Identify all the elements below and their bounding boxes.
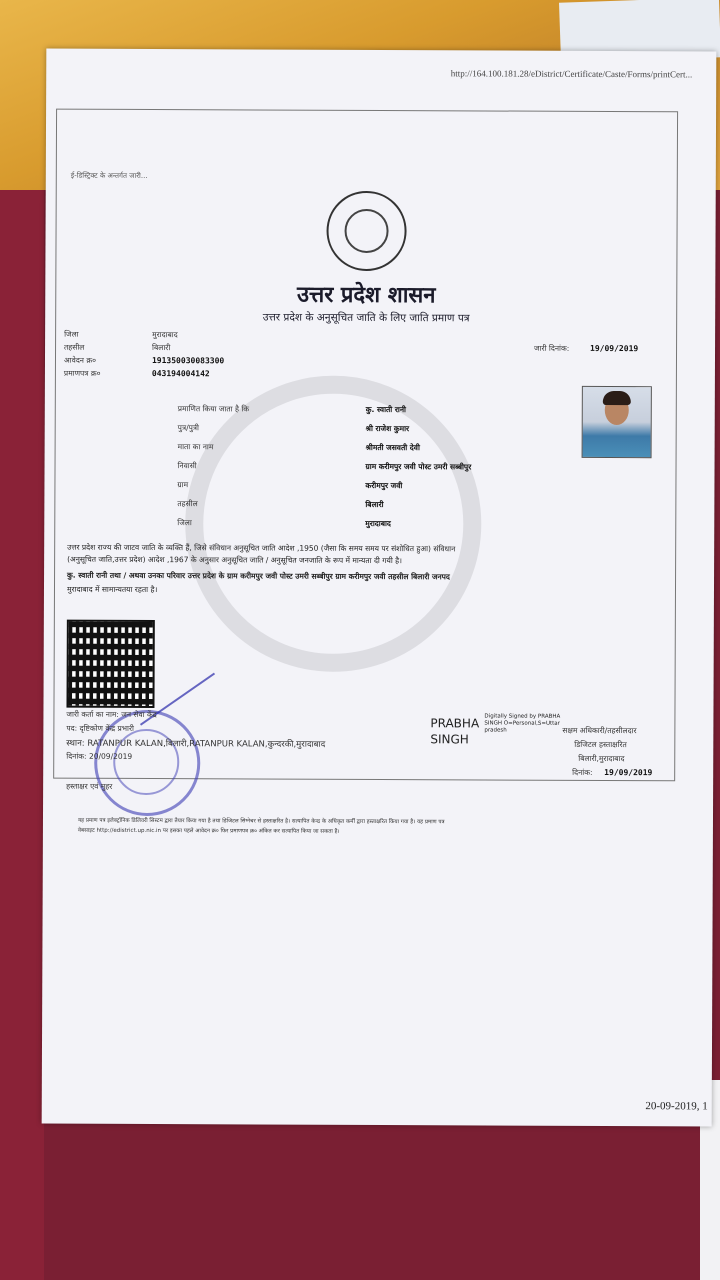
digital-signature-note: Digitally Signed by PRABHA SINGH O=Personal,S=Uttar pradesh	[484, 713, 561, 734]
print-date: 20-09-2019, 1	[645, 1100, 708, 1113]
resident-value: ग्राम करीमपुर जवी पोस्ट उमरी सब्बीपुर	[365, 461, 472, 472]
photo-hair	[603, 391, 631, 405]
digital-signed-label: डिजिटल हस्ताक्षरित	[574, 739, 627, 750]
mother-value: श्रीमती जसवती देवी	[365, 442, 420, 453]
application-no-label: आवेदन क्र०	[63, 355, 97, 365]
certify-label: प्रमाणित किया जाता है कि	[177, 404, 250, 414]
issue-date-value: 19/09/2019	[590, 343, 639, 354]
body-line-4: मुरादाबाद में सामान्यतया रहता है।	[66, 584, 158, 595]
applicant-name: कु. स्वाती रानी	[365, 404, 406, 415]
body-line-2: (अनुसूचित जाति,उत्तर प्रदेश) आदेश ,1967 के अनुसार अनुसूचित जाति / अनुसूचित जनजाति के रूप में मान्यता दी गयी है।	[67, 554, 403, 566]
certificate-title: उत्तर प्रदेश शासन	[296, 281, 436, 309]
signatory-office: बिलारी,मुरादाबाद	[578, 753, 625, 764]
qr-code	[66, 620, 154, 708]
tehsil-label: तहसील	[64, 342, 85, 352]
print-url: http://164.100.181.28/eDistrict/Certificate/Caste/Forms/printCert...	[450, 68, 693, 80]
body-line-3: कु. स्वाती रानी तथा / अथवा उनका परिवार उत्तर प्रदेश के ग्राम करीमपुर जवी पोस्ट उमरी सब्बीपुर ग्राम करीमपुर जवी तहसील बिलारी जनपद	[67, 570, 450, 582]
footer-line-2: वेबसाइट http://edistrict.up.nic.in पर इसका पहले आवेदन क्र० फिर प्रमाणपत्र क्र० अंकित कर सत्यापित किया जा सकता है।	[77, 827, 340, 835]
issuer-name: जारी कर्ता का नाम: जन सेवा केंद्र	[66, 709, 157, 720]
signatory-name-line-1: PRABHA	[430, 716, 480, 731]
body-line-1: उत्तर प्रदेश राज्य की जाटव जाति के व्यक्ति हैं, जिसे संविधान अनुसूचित जाति आदेश ,1950 (जैसा कि समय समय पर संशोधित हुआ) संविधान	[67, 542, 456, 554]
footer-note	[78, 816, 678, 839]
background-table	[0, 190, 44, 1280]
application-no-value: 191350030083300	[151, 356, 225, 366]
issuer-post: पद: दृष्टिकोण केंद्र प्रभारी	[66, 723, 134, 733]
applicant-photo	[582, 386, 652, 458]
issued-under-label: ई-डिस्ट्रिक्ट के अन्तर्गत जारी...	[70, 171, 148, 180]
signatory-name-line-2: SINGH	[430, 732, 469, 747]
emblem-watermark	[185, 375, 482, 672]
issue-date-label: जारी दिनांक:	[534, 343, 570, 353]
certificate-no-label: प्रमाणपत्र क्र०	[63, 368, 101, 378]
mother-label: माता का नाम	[177, 442, 214, 452]
signatory-name	[430, 715, 479, 747]
resident-label: निवासी	[177, 461, 197, 471]
person-district-value: मुरादाबाद	[365, 518, 391, 529]
village-value: करीमपुर जवी	[365, 480, 403, 491]
certificate-no-value: 043194004142	[151, 369, 210, 379]
person-tehsil-value: बिलारी	[365, 499, 384, 510]
signatory-designation: सक्षम अधिकारी/तहसीलदार	[562, 725, 637, 736]
footer-line-1: यह प्रमाण पत्र इलेक्ट्रॉनिक डिलिवरी सिस्टम द्वारा तैयार किया गया है तथा डिजिटल सिग्नेचर से हस्ताक्षरित है। सत्यापित केन्द्र के अधिकृत कर्मी द्वारा हस्ताक्षरित किया गया है। यह प्रमाण पत्र	[77, 817, 445, 826]
village-label: ग्राम	[177, 480, 189, 490]
issuer-date: दिनांक: 20/09/2019	[66, 751, 133, 761]
signatory-date-label: दिनांक:	[572, 767, 593, 777]
up-emblem-icon	[326, 191, 406, 271]
district-label: जिला	[64, 329, 79, 339]
certificate-frame	[53, 109, 678, 835]
certificate-sheet	[42, 49, 717, 1127]
issuer-place: स्थान: RATANPUR KALAN,बिलारी,RATANPUR KALAN,कुन्दरकी,मुरादाबाद	[66, 738, 326, 750]
parent-label: पुत्र/पुत्री	[177, 423, 199, 433]
issuer-sign-label: हस्ताक्षर एवं मुहर	[66, 781, 113, 791]
signatory-date-value: 19/09/2019	[604, 767, 653, 778]
parent-value: श्री राजेश कुमार	[365, 423, 410, 434]
tehsil-value: बिलारी	[152, 343, 171, 353]
person-tehsil-label: तहसील	[177, 499, 198, 509]
certificate-subtitle: उत्तर प्रदेश के अनुसूचित जाति के लिए जाति प्रमाण पत्र	[262, 311, 470, 325]
district-value: मुरादाबाद	[152, 330, 178, 340]
person-district-label: जिला	[177, 518, 192, 528]
